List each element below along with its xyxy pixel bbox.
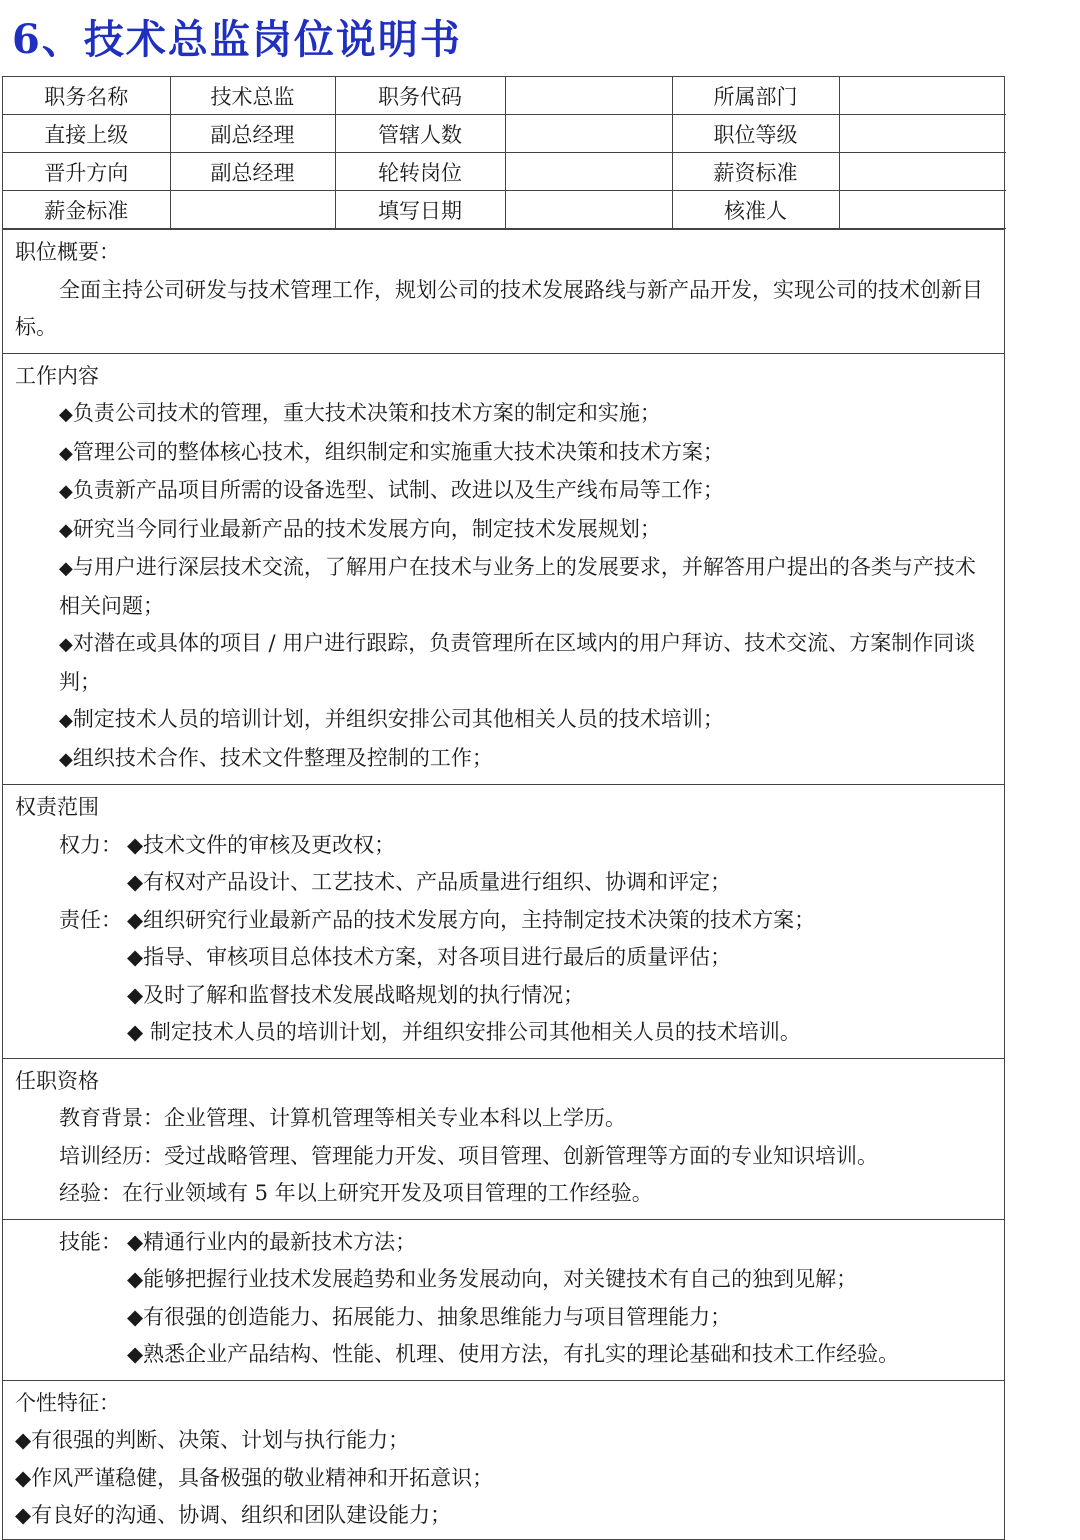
power-item-text: 有权对产品设计、工艺技术、产品质量进行组织、协调和评定； [143,870,732,894]
indent-spacer [15,1336,127,1374]
skills-list [15,1224,990,1374]
bullet-diamond-icon: ◆ [15,1428,32,1452]
info-label-cell: 职务名称 [3,77,170,115]
duty-item [15,395,990,434]
bullet-diamond-icon: ◆ [127,945,144,969]
responsibility-item [127,1014,801,1052]
power-item [127,827,395,865]
bullet-diamond-icon: ◆ [127,1304,144,1329]
duty-item-text: 对潜在或具体的项目 / 用户进行跟踪，负责管理所在区域内的用户拜访、技术交流、方案制作同谈判； [59,631,976,694]
duty-item-text: 负责公司技术的管理，重大技术决策和技术方案的制定和实施； [72,401,661,425]
skill-item-row [15,1224,990,1262]
responsibility-item [127,939,731,977]
bullet-diamond-icon: ◆ [59,442,73,464]
personality-item [15,1460,990,1498]
personality-item-row [15,1385,990,1460]
personality-item-text: 有很强的判断、决策、计划与执行能力； [31,1428,410,1452]
info-value-cell [839,153,1006,191]
duty-item [15,472,990,511]
info-value-cell: 副总经理 [170,153,335,191]
overview-section [3,229,1004,353]
info-value-cell [839,115,1006,153]
info-label-cell: 管辖人数 [335,115,505,153]
job-description-form [2,76,1005,1540]
indent-spacer [15,1261,127,1299]
info-value-cell [505,153,672,191]
power-item [127,864,731,902]
bullet-diamond-icon: ◆ [59,519,73,541]
duty-item-text: 与用户进行深层技术交流，了解用户在技术与业务上的发展要求，并解答用户提出的各类与产技术相关问题； [59,555,976,618]
bullet-diamond-icon: ◆ [127,1229,144,1254]
skill-item [127,1261,857,1299]
personality-section [3,1380,1004,1539]
power-list [15,827,990,902]
duties-heading: 工作内容 [15,363,99,388]
personality-item-text: 作风严谨稳健，具备极强的敬业精神和开拓意识； [31,1465,494,1490]
duty-item [15,434,990,473]
bullet-diamond-icon: ◆ [15,1503,32,1527]
responsibility-item-row [15,1014,990,1052]
qualifications-heading: 任职资格 [15,1068,99,1093]
qualifications-section [3,1058,1004,1219]
info-label-cell: 职位等级 [672,115,839,153]
personality-item [15,1497,990,1535]
responsibility-list [15,902,990,1052]
info-label-cell: 职务代码 [335,77,505,115]
info-value-cell [839,77,1006,115]
bullet-diamond-icon: ◆ [127,982,144,1007]
qualification-line: 教育背景：企业管理、计算机管理等相关专业本科以上学历。 [59,1106,626,1130]
info-value-cell [839,191,1006,229]
info-row [3,77,1006,115]
responsibility-item [127,902,815,940]
power-item-row [15,864,990,902]
responsibility-item-text: 及时了解和监督技术发展战略规划的执行情况； [143,982,585,1007]
info-value-cell [170,191,335,229]
responsibility-item-row [15,902,990,940]
personality-item-text: 有良好的沟通、协调、组织和团队建设能力； [31,1503,452,1527]
bullet-diamond-icon: ◆ [127,870,144,894]
authority-heading: 权责范围 [15,795,99,819]
bullet-diamond-icon: ◆ [59,558,73,579]
duty-item [15,701,990,740]
info-value-cell: 技术总监 [170,77,335,115]
responsibility-item-row [15,939,990,977]
authority-section [3,784,1004,1058]
bullet-diamond-icon: ◆ [59,748,73,770]
overview-heading: 职位概要： [15,240,120,264]
bullet-diamond-icon: ◆ [127,1267,144,1291]
skill-item [127,1299,731,1337]
skill-item [127,1336,899,1374]
info-row [3,191,1006,229]
duty-item [15,625,990,701]
personality-list [15,1385,990,1535]
bullet-diamond-icon: ◆ [59,710,73,731]
info-table [3,77,1006,229]
skill-item-row [15,1299,990,1337]
info-row [3,115,1006,153]
info-row [3,153,1006,191]
power-item-text: 技术文件的审核及更改权； [143,832,396,857]
duty-item-text: 制定技术人员的培训计划，并组织安排公司其他相关人员的技术培训； [72,707,724,731]
page-title: 6、技术总监岗位说明书 [12,16,462,63]
info-label-cell: 薪资标准 [672,153,839,191]
skill-item [127,1224,416,1262]
info-value-cell [505,77,672,115]
responsibility-item-text: 制定技术人员的培训计划，并组织安排公司其他相关人员的技术培训。 [143,1020,801,1044]
indent-spacer [15,1299,127,1337]
duty-item-text: 负责新产品项目所需的设备选型、试制、改进以及生产线布局等工作； [72,478,724,502]
personality-item [15,1422,990,1460]
info-value-cell: 副总经理 [170,115,335,153]
overview-text: 全面主持公司研发与技术管理工作，规划公司的技术发展路线与新产品开发，实现公司的技术创新目标。 [15,277,983,339]
info-label-cell: 核准人 [672,191,839,229]
duties-list [15,395,990,778]
indent-spacer [15,1014,127,1052]
skills-label: 技能： [59,1229,122,1254]
duty-item-text: 管理公司的整体核心技术，组织制定和实施重大技术决策和技术方案； [72,439,724,464]
bullet-diamond-icon: ◆ [127,907,144,932]
bullet-diamond-icon: ◆ [127,1342,144,1366]
power-item-row [15,827,990,865]
indent-spacer [15,939,127,977]
duty-item-text: 组织技术合作、技术文件整理及控制的工作； [72,745,493,770]
qualifications-list [15,1100,990,1213]
skill-item-text: 熟悉企业产品结构、性能、机理、使用方法，有扎实的理论基础和技术工作经验。 [143,1342,900,1366]
bullet-diamond-icon: ◆ [127,832,144,857]
duty-item [15,511,990,550]
indent-spacer [15,977,127,1015]
skill-item-text: 能够把握行业技术发展趋势和业务发展动向，对关键技术有自己的独到见解； [143,1267,858,1291]
duty-item [15,549,990,625]
qualification-line: 培训经历：受过战略管理、管理能力开发、项目管理、创新管理等方面的专业知识培训。 [59,1143,878,1168]
skill-item-text: 精通行业内的最新技术方法； [143,1229,417,1254]
responsibility-item-text: 组织研究行业最新产品的技术发展方向，主持制定技术决策的技术方案； [143,907,816,932]
personality-label: 个性特征： [15,1390,120,1415]
bullet-diamond-icon: ◆ [59,634,73,655]
info-label-cell: 晋升方向 [3,153,170,191]
info-label-cell: 直接上级 [3,115,170,153]
skill-item-row [15,1261,990,1299]
info-label-cell: 填写日期 [335,191,505,229]
duty-item-text: 研究当今同行业最新产品的技术发展方向，制定技术发展规划； [72,516,661,541]
bullet-diamond-icon: ◆ [127,1020,144,1044]
skill-item-text: 有很强的创造能力、拓展能力、抽象思维能力与项目管理能力； [143,1304,732,1329]
personality-item-row [15,1497,990,1535]
duty-item [15,740,990,779]
info-label-cell: 轮转岗位 [335,153,505,191]
personality-item-row [15,1460,990,1498]
skill-item-row [15,1336,990,1374]
info-label-cell: 薪金标准 [3,191,170,229]
info-value-cell [505,191,672,229]
power-label: 权力： [59,832,122,857]
bullet-diamond-icon: ◆ [59,481,73,502]
duties-section [3,353,1004,785]
bullet-diamond-icon: ◆ [15,1465,32,1490]
responsibility-item [127,977,584,1015]
indent-spacer [15,864,127,902]
qualification-line: 经验：在行业领域有 5 年以上研究开发及项目管理的工作经验。 [59,1181,653,1205]
responsibility-item-row [15,977,990,1015]
responsibility-label: 责任： [59,907,122,932]
responsibility-item-text: 指导、审核项目总体技术方案，对各项目进行最后的质量评估； [143,945,732,969]
skills-section [3,1219,1004,1380]
info-value-cell [505,115,672,153]
info-label-cell: 所属部门 [672,77,839,115]
bullet-diamond-icon: ◆ [59,404,73,425]
